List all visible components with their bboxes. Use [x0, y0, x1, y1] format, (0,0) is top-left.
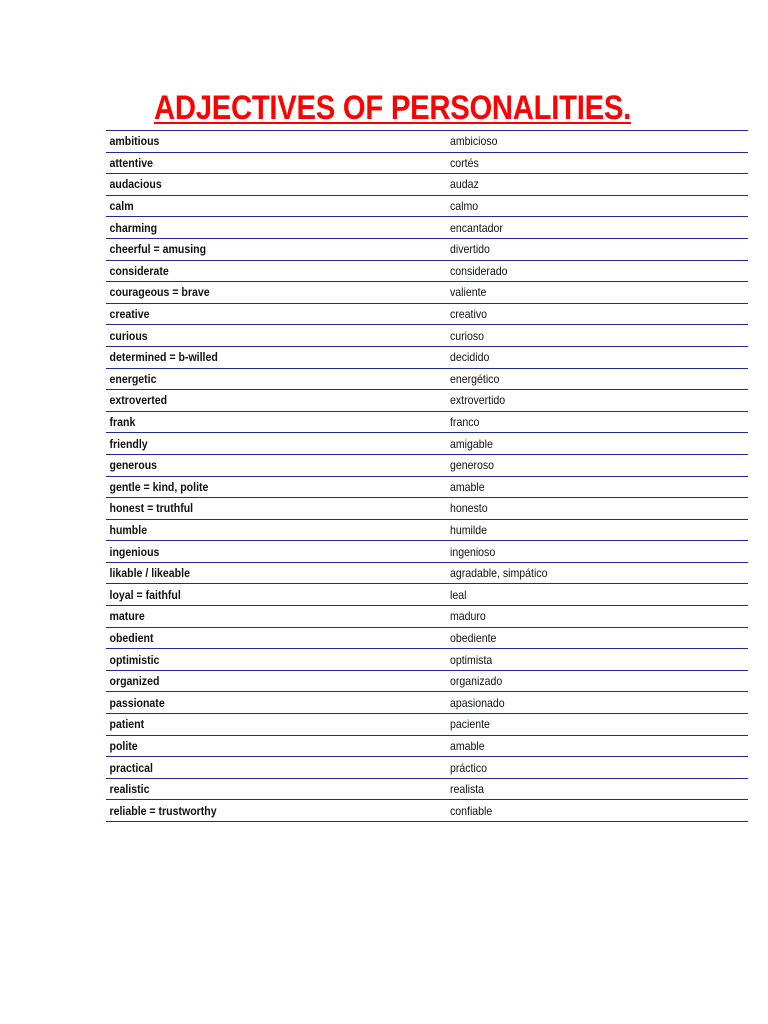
english-term: charming — [109, 220, 158, 235]
table-row — [106, 477, 748, 499]
spanish-translation: optimista — [450, 652, 493, 667]
spanish-translation: extrovertido — [450, 393, 506, 408]
spanish-translation: amable — [450, 738, 485, 753]
english-term: polite — [109, 738, 138, 753]
spanish-translation: práctico — [450, 760, 487, 775]
spanish-translation: energético — [450, 371, 500, 386]
english-term: audacious — [109, 177, 162, 192]
table-row — [106, 649, 748, 671]
spanish-translation: curioso — [450, 328, 485, 343]
table-row — [106, 325, 748, 347]
table-row — [106, 606, 748, 628]
page-title: ADJECTIVES OF PERSONALITIES. — [154, 89, 631, 127]
table-row — [106, 369, 748, 391]
table-row — [106, 520, 748, 542]
table-row — [106, 304, 748, 326]
spanish-translation: generoso — [450, 458, 495, 473]
english-term: ingenious — [109, 544, 160, 559]
spanish-translation: valiente — [450, 285, 487, 300]
table-row — [106, 498, 748, 520]
spanish-translation: considerado — [450, 263, 508, 278]
english-term: determined = b-willed — [109, 350, 218, 365]
table-row — [106, 261, 748, 283]
table-row — [106, 131, 748, 153]
english-term: ambitious — [109, 134, 160, 149]
table-row — [106, 217, 748, 239]
table-row — [106, 282, 748, 304]
table-row — [106, 153, 748, 175]
english-term: honest = truthful — [109, 501, 194, 516]
table-row — [106, 412, 748, 434]
spanish-translation: leal — [450, 587, 467, 602]
spanish-translation: amigable — [450, 436, 493, 451]
spanish-translation: divertido — [450, 242, 490, 257]
english-term: patient — [109, 717, 145, 732]
english-term: courageous = brave — [109, 285, 210, 300]
spanish-translation: cortés — [450, 155, 479, 170]
spanish-translation: ingenioso — [450, 544, 496, 559]
spanish-translation: honesto — [450, 501, 488, 516]
vocabulary-table — [106, 130, 748, 822]
spanish-translation: creativo — [450, 307, 487, 322]
table-row — [106, 196, 748, 218]
english-term: calm — [109, 199, 134, 214]
table-row — [106, 563, 748, 585]
spanish-translation: calmo — [450, 199, 479, 214]
english-term: cheerful = amusing — [109, 242, 207, 257]
table-row — [106, 628, 748, 650]
english-term: humble — [109, 522, 148, 537]
english-term: likable / likeable — [109, 566, 190, 581]
english-term: friendly — [109, 436, 148, 451]
english-term: organized — [109, 674, 160, 689]
english-term: creative — [109, 307, 150, 322]
table-row — [106, 433, 748, 455]
table-row — [106, 671, 748, 693]
english-term: loyal = faithful — [109, 587, 181, 602]
english-term: curious — [109, 328, 148, 343]
table-row — [106, 455, 748, 477]
table-row — [106, 239, 748, 261]
spanish-translation: realista — [450, 782, 485, 797]
english-term: extroverted — [109, 393, 168, 408]
table-row — [106, 736, 748, 758]
spanish-translation: maduro — [450, 609, 486, 624]
spanish-translation: organizado — [450, 674, 503, 689]
spanish-translation: encantador — [450, 220, 503, 235]
table-row — [106, 800, 748, 822]
english-term: considerate — [109, 263, 169, 278]
english-term: passionate — [109, 695, 165, 710]
english-term: energetic — [109, 371, 157, 386]
table-row — [106, 347, 748, 369]
table-row — [106, 757, 748, 779]
english-term: mature — [109, 609, 145, 624]
english-term: generous — [109, 458, 158, 473]
table-row — [106, 779, 748, 801]
table-row — [106, 390, 748, 412]
english-term: frank — [109, 415, 136, 430]
spanish-translation: decidido — [450, 350, 490, 365]
spanish-translation: agradable, simpático — [450, 566, 548, 581]
english-term: realistic — [109, 782, 150, 797]
spanish-translation: franco — [450, 415, 480, 430]
english-term: reliable = trustworthy — [109, 803, 217, 818]
english-term: practical — [109, 760, 153, 775]
english-term: gentle = kind, polite — [109, 479, 209, 494]
spanish-translation: humilde — [450, 522, 487, 537]
spanish-translation: apasionado — [450, 695, 505, 710]
spanish-translation: confiable — [450, 803, 493, 818]
table-row — [106, 541, 748, 563]
english-term: optimistic — [109, 652, 160, 667]
spanish-translation: ambicioso — [450, 134, 498, 149]
table-row — [106, 714, 748, 736]
spanish-translation: audaz — [450, 177, 479, 192]
table-row — [106, 584, 748, 606]
spanish-translation: obediente — [450, 630, 497, 645]
spanish-translation: amable — [450, 479, 485, 494]
spanish-translation: paciente — [450, 717, 490, 732]
table-row — [106, 692, 748, 714]
english-term: obedient — [109, 630, 154, 645]
english-term: attentive — [109, 155, 153, 170]
table-row — [106, 174, 748, 196]
